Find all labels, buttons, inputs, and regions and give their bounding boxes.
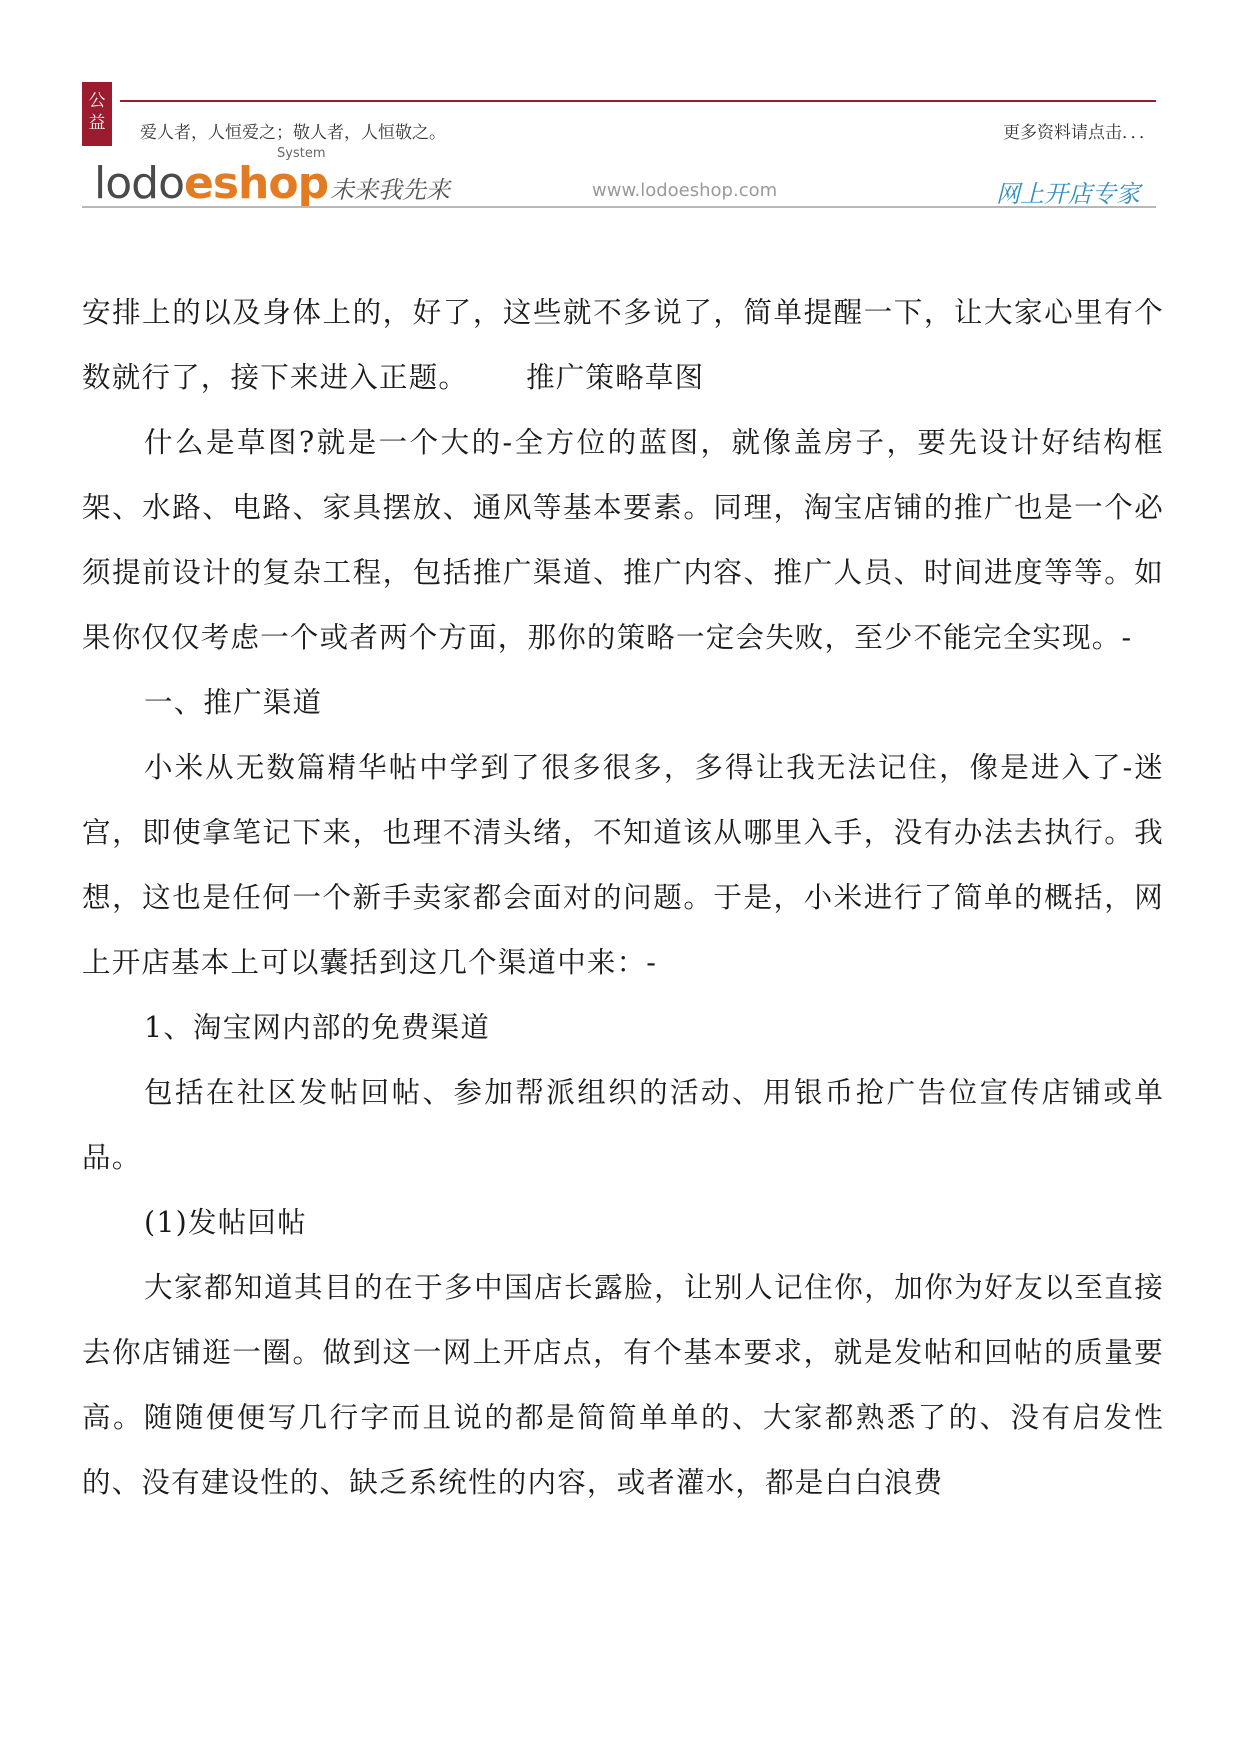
paragraph-1-text: 安排上的以及身体上的，好了，这些就不多说了，简单提醒一下，让大家心里有个数就行了，接下来进入正题。	[82, 296, 1164, 394]
document-body	[82, 280, 1164, 1515]
paragraph-4: 小米从无数篇精华帖中学到了很多很多，多得让我无法记住，像是进入了-迷宫，即使拿笔记下来，也理不清头绪，不知道该从哪里入手，没有办法去执行。我想，这也是任何一个新手卖家都会面对的问题。于是，小米进行了简单的概括，网上开店基本上可以囊括到这几个渠道中来：-	[82, 751, 1164, 979]
paragraph-2: 什么是草图?就是一个大的-全方位的蓝图，就像盖房子，要先设计好结构框架、水路、电路、家具摆放、通风等基本要素。同理，淘宝店铺的推广也是一个必须提前设计的复杂工程，包括推广渠道、推广内容、推广人员、时间进度等等。如果你仅仅考虑一个或者两个方面，那你的策略一定会失败，至少不能完全实现。-	[82, 426, 1164, 654]
strategy-sketch-heading: 推广策略草图	[526, 361, 705, 394]
header-tagline: 网上开店专家	[996, 180, 1140, 208]
paragraph-1	[82, 280, 1164, 410]
paragraph-6: 包括在社区发帖回帖、参加帮派组织的活动、用银币抢广告位宣传店铺或单品。	[82, 1076, 1164, 1174]
website-url: www.lodoeshop.com	[592, 180, 778, 201]
subsection-heading-posting: (1)发帖回帖	[144, 1206, 307, 1239]
header-bottom-divider	[82, 206, 1156, 208]
header-motto: 爱人者，人恒爱之；敬人者，人恒敬之。	[140, 123, 446, 143]
subsection-heading-free-channels: 1、淘宝网内部的免费渠道	[144, 1011, 491, 1044]
logo-text-eshop: eshop	[184, 158, 329, 209]
header-top-divider	[120, 100, 1156, 102]
logo-text-lodo: lodo	[94, 158, 184, 209]
section-heading-promotion-channels: 一、推广渠道	[144, 686, 323, 719]
paragraph-8: 大家都知道其目的在于多中国店长露脸，让别人记住你，加你为好友以至直接去你店铺逛一圈。做到这一网上开店点，有个基本要求，就是发帖和回帖的质量要高。随随便便写几行字而且说的都是简简单单的、大家都熟悉了的、没有启发性的、没有建设性的、缺乏系统性的内容，或者灌水，都是白白浪费	[82, 1271, 1164, 1499]
lodoeshop-logo	[94, 146, 450, 210]
logo-slogan: 未来我先来	[330, 176, 450, 204]
logo-system-label: System	[277, 146, 326, 161]
more-resources-link[interactable]: 更多资料请点击．．．	[1003, 123, 1156, 143]
badge-char-1: 公	[88, 91, 106, 111]
badge-char-2: 益	[88, 113, 106, 133]
page-header	[82, 82, 1156, 212]
public-welfare-badge	[82, 82, 112, 146]
